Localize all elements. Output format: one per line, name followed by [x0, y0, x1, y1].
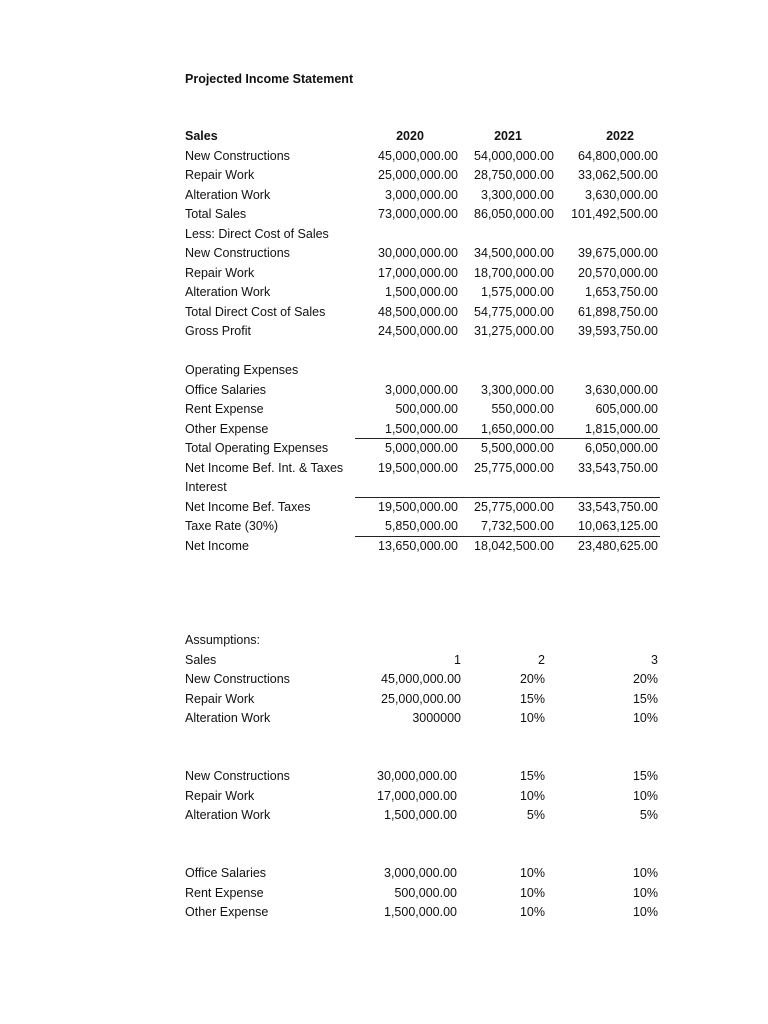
- cell: 19,500,000.00: [378, 499, 458, 514]
- row-label: Total Sales: [185, 207, 247, 221]
- cell: 3,300,000.00: [481, 382, 554, 397]
- row-label: Net Income Bef. Taxes: [185, 499, 311, 514]
- row-label: Other Expense: [185, 421, 269, 436]
- cell: 3,630,000.00: [585, 187, 658, 202]
- net-income-before-taxes-row: [185, 498, 660, 518]
- cell: 25,000,000.00: [381, 691, 461, 706]
- cell: 34,500,000.00: [474, 246, 554, 260]
- table-row: [185, 420, 660, 440]
- cell: 33,062,500.00: [578, 168, 658, 182]
- row-label: Alteration Work: [185, 187, 271, 202]
- cell: 1,500,000.00: [385, 285, 458, 299]
- interest-row: [185, 478, 660, 498]
- net-income-row: [185, 537, 660, 557]
- row-label: Repair Work: [185, 691, 255, 706]
- table-row: [185, 381, 660, 401]
- cell: 17,000,000.00: [378, 265, 458, 280]
- cell: 1,815,000.00: [585, 421, 658, 436]
- cell: 7,732,500.00: [481, 519, 554, 533]
- period-2-header: 2: [538, 652, 545, 667]
- cell: 1,500,000.00: [385, 421, 458, 436]
- table-row: [185, 400, 660, 420]
- cell: 5,850,000.00: [385, 519, 458, 533]
- cell: 15%: [632, 691, 658, 706]
- cell: 1,500,000.00: [384, 905, 457, 919]
- row-label: Total Operating Expenses: [185, 441, 329, 455]
- cell: 10%: [519, 866, 545, 880]
- cell: 24,500,000.00: [378, 324, 458, 338]
- period-header-row: [185, 651, 660, 671]
- sales-heading: Sales: [185, 129, 218, 143]
- cell: 25,775,000.00: [474, 499, 554, 514]
- cell: 15%: [632, 769, 658, 783]
- cell: 10%: [632, 711, 658, 725]
- cell: 61,898,750.00: [578, 304, 658, 319]
- cell: 10%: [519, 885, 545, 900]
- cell: 605,000.00: [595, 402, 658, 416]
- cell: 500,000.00: [394, 885, 457, 900]
- cell: 10%: [519, 905, 545, 919]
- cell: 23,480,625.00: [578, 538, 658, 553]
- cell: 18,700,000.00: [474, 265, 554, 280]
- cell: 25,000,000.00: [378, 168, 458, 182]
- row-label: Net Income Bef. Int. & Taxes: [185, 460, 344, 475]
- table-row: [185, 864, 660, 884]
- cell: 19,500,000.00: [378, 460, 458, 475]
- period-1-header: 1: [454, 652, 461, 667]
- cell: 1,653,750.00: [585, 285, 658, 299]
- row-label: Repair Work: [185, 788, 255, 803]
- cell: 1,500,000.00: [384, 808, 457, 822]
- row-label: Total Direct Cost of Sales: [185, 304, 326, 319]
- row-label: Interest: [185, 480, 227, 494]
- table-row: [185, 884, 660, 904]
- table-row: [185, 186, 660, 206]
- cell: 500,000.00: [395, 402, 458, 416]
- row-label: Alteration Work: [185, 285, 271, 299]
- row-label: New Constructions: [185, 769, 290, 783]
- row-label: New Constructions: [185, 672, 290, 686]
- table-row: [185, 903, 660, 923]
- cell: 64,800,000.00: [578, 148, 658, 163]
- year-2020-header: 2020: [396, 129, 424, 143]
- cell: 3,000,000.00: [384, 866, 457, 880]
- cell: 30,000,000.00: [378, 246, 458, 260]
- cell: 3,000,000.00: [385, 187, 458, 202]
- cell: 5%: [526, 808, 545, 822]
- row-label: Sales: [185, 652, 217, 667]
- net-income-before-interest-row: [185, 459, 660, 479]
- table-row: [185, 283, 660, 303]
- row-label: Repair Work: [185, 265, 255, 280]
- total-sales-row: [185, 205, 660, 225]
- row-label: Less: Direct Cost of Sales: [185, 226, 329, 241]
- assumptions-table: [185, 631, 660, 729]
- table-row: [185, 690, 660, 710]
- section-heading: Assumptions:: [185, 633, 261, 647]
- cell: 10%: [632, 905, 658, 919]
- cell: 10,063,125.00: [578, 519, 658, 533]
- year-2021-header: 2021: [494, 129, 522, 143]
- table-row: [185, 670, 660, 690]
- table-row: [185, 787, 660, 807]
- row-label: Alteration Work: [185, 711, 271, 725]
- cell: 86,050,000.00: [474, 207, 554, 221]
- page-title: Projected Income Statement: [185, 72, 354, 86]
- cell: 5,000,000.00: [385, 441, 458, 455]
- year-2022-header: 2022: [606, 129, 634, 143]
- row-label: Rent Expense: [185, 885, 264, 900]
- tax-row: [185, 517, 660, 537]
- cell: 54,775,000.00: [474, 304, 554, 319]
- cell: 20%: [519, 672, 545, 686]
- expense-assumptions-table: [185, 864, 660, 923]
- cell: 28,750,000.00: [474, 168, 554, 182]
- cell: 54,000,000.00: [474, 148, 554, 163]
- table-row: [185, 767, 660, 787]
- cell: 1,650,000.00: [481, 421, 554, 436]
- cost-assumptions-table: [185, 767, 660, 826]
- row-label: Other Expense: [185, 905, 269, 919]
- cell: 20,570,000.00: [578, 265, 658, 280]
- row-label: Rent Expense: [185, 402, 264, 416]
- row-label: New Constructions: [185, 246, 290, 260]
- cell: 18,042,500.00: [474, 538, 554, 553]
- cell: 1,575,000.00: [481, 285, 554, 299]
- cell: 30,000,000.00: [377, 769, 457, 783]
- cell: 15%: [519, 769, 545, 783]
- cell: 25,775,000.00: [474, 460, 554, 475]
- cell: 10%: [519, 711, 545, 725]
- cell: 45,000,000.00: [381, 672, 461, 686]
- cell: 45,000,000.00: [378, 148, 458, 163]
- income-statement-table: [185, 127, 660, 556]
- cell: 15%: [519, 691, 545, 706]
- cell: 48,500,000.00: [378, 304, 458, 319]
- cell: 6,050,000.00: [585, 441, 658, 455]
- cell: 73,000,000.00: [378, 207, 458, 221]
- cell: 31,275,000.00: [474, 324, 554, 338]
- table-row: [185, 147, 660, 167]
- row-label: Repair Work: [185, 168, 255, 182]
- row-label: Taxe Rate (30%): [185, 519, 279, 533]
- cell: 10%: [519, 788, 545, 803]
- cell: 3,000,000.00: [385, 382, 458, 397]
- cell: 33,543,750.00: [578, 499, 658, 514]
- row-label: Office Salaries: [185, 866, 267, 880]
- table-row: [185, 806, 660, 826]
- row-label: Alteration Work: [185, 808, 271, 822]
- cell: 3000000: [412, 711, 461, 725]
- period-3-header: 3: [651, 652, 658, 667]
- gross-profit-row: [185, 322, 660, 342]
- table-row: [185, 244, 660, 264]
- total-operating-expenses-row: [185, 439, 660, 459]
- operating-expenses-heading-row: [185, 361, 660, 381]
- row-label: New Constructions: [185, 148, 290, 163]
- cell: 3,300,000.00: [481, 187, 554, 202]
- year-header-row: [185, 127, 660, 147]
- row-label: Gross Profit: [185, 324, 251, 338]
- total-direct-cost-row: [185, 303, 660, 323]
- cell: 550,000.00: [491, 402, 554, 416]
- cell: 13,650,000.00: [378, 538, 458, 553]
- row-label: Office Salaries: [185, 382, 267, 397]
- cell: 39,593,750.00: [578, 324, 658, 338]
- cell: 5,500,000.00: [481, 441, 554, 455]
- row-label: Net Income: [185, 538, 249, 553]
- table-row: [185, 166, 660, 186]
- assumptions-title-row: [185, 631, 660, 651]
- cell: 101,492,500.00: [571, 207, 658, 221]
- cell: 10%: [632, 788, 658, 803]
- cell: 5%: [639, 808, 658, 822]
- cell: 3,630,000.00: [585, 382, 658, 397]
- cell: 17,000,000.00: [377, 788, 457, 803]
- section-heading: Operating Expenses: [185, 363, 299, 377]
- cell: 20%: [632, 672, 658, 686]
- table-row: [185, 709, 660, 729]
- cell: 10%: [632, 866, 658, 880]
- cell: 10%: [632, 885, 658, 900]
- cell: 33,543,750.00: [578, 460, 658, 475]
- table-row: [185, 225, 660, 245]
- table-row: [185, 264, 660, 284]
- cell: 39,675,000.00: [578, 246, 658, 260]
